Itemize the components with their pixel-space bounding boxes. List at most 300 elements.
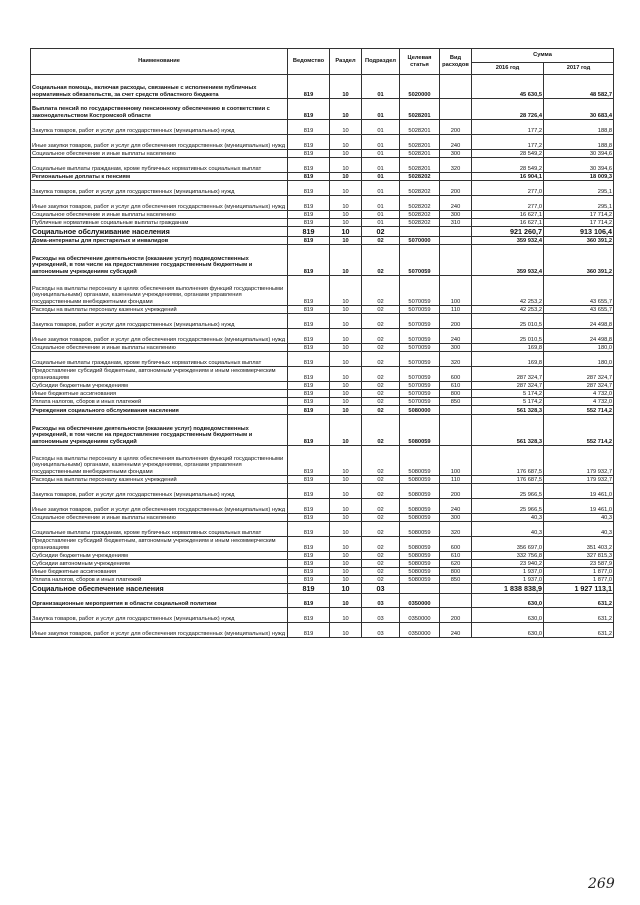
cell-2016: 561 328,3 (472, 415, 544, 446)
cell-subsection: 02 (362, 568, 400, 576)
cell-2017: 24 498,8 (544, 314, 614, 329)
cell-dept: 819 (288, 135, 330, 150)
cell-target: 5028201 (400, 158, 440, 173)
cell-2017: 287 324,7 (544, 367, 614, 382)
cell-exp: 110 (440, 476, 472, 484)
col-header-target: Целевая статья (400, 49, 440, 75)
cell-exp (440, 99, 472, 120)
cell-name: Публичные нормативные социальные выплаты гражданам (31, 219, 288, 227)
cell-2017: 631,2 (544, 608, 614, 623)
cell-name: Расходы на выплаты персоналу в целях обеспечения выполнения функций государственными (муниципальными) органами, казенными учреждениями, органами управления государственными внебюджетными фондами (31, 446, 288, 476)
cell-target (400, 584, 440, 594)
table-row (31, 173, 614, 181)
cell-target: 5028202 (400, 173, 440, 181)
cell-exp (440, 594, 472, 608)
table-row (31, 329, 614, 344)
cell-2017: 287 324,7 (544, 382, 614, 390)
table-row (31, 568, 614, 576)
cell-exp (440, 406, 472, 415)
cell-exp: 300 (440, 514, 472, 522)
cell-name: Расходы на выплаты персоналу казенных учреждений (31, 476, 288, 484)
cell-subsection: 02 (362, 484, 400, 499)
cell-exp: 240 (440, 196, 472, 211)
cell-2017: 631,2 (544, 594, 614, 608)
cell-section: 10 (330, 608, 362, 623)
table-row (31, 514, 614, 522)
table-row (31, 276, 614, 306)
cell-dept: 819 (288, 150, 330, 158)
cell-2016: 921 260,7 (472, 227, 544, 237)
cell-target: 5070059 (400, 390, 440, 398)
cell-exp: 320 (440, 352, 472, 367)
cell-name: Закупка товаров, работ и услуг для государственных (муниципальных) нужд (31, 608, 288, 623)
cell-2016: 16 627,1 (472, 211, 544, 219)
table-row (31, 576, 614, 584)
cell-exp: 320 (440, 522, 472, 537)
cell-dept: 819 (288, 537, 330, 552)
cell-dept: 819 (288, 173, 330, 181)
cell-section: 10 (330, 306, 362, 314)
cell-dept: 819 (288, 329, 330, 344)
cell-dept: 819 (288, 608, 330, 623)
cell-subsection: 01 (362, 211, 400, 219)
cell-subsection: 02 (362, 514, 400, 522)
cell-name: Субсидии бюджетным учреждениям (31, 552, 288, 560)
cell-target: 5070059 (400, 306, 440, 314)
cell-section: 10 (330, 352, 362, 367)
cell-section: 10 (330, 406, 362, 415)
cell-target: 0350000 (400, 608, 440, 623)
cell-2016: 28 549,2 (472, 150, 544, 158)
cell-2016: 359 932,4 (472, 237, 544, 245)
cell-section: 10 (330, 367, 362, 382)
cell-section: 10 (330, 476, 362, 484)
table-row (31, 306, 614, 314)
cell-subsection: 01 (362, 135, 400, 150)
cell-name: Социальное обеспечение и иные выплаты населению (31, 344, 288, 352)
cell-subsection: 02 (362, 499, 400, 514)
table-row (31, 367, 614, 382)
cell-exp: 800 (440, 390, 472, 398)
cell-dept: 819 (288, 314, 330, 329)
cell-target: 5028201 (400, 99, 440, 120)
table-row (31, 406, 614, 415)
cell-2016: 356 697,0 (472, 537, 544, 552)
cell-2017: 295,1 (544, 181, 614, 196)
table-body (31, 75, 614, 638)
cell-target: 5080059 (400, 446, 440, 476)
col-header-name: Наименование (31, 49, 288, 75)
cell-subsection: 01 (362, 75, 400, 99)
cell-2017: 180,0 (544, 352, 614, 367)
cell-subsection: 02 (362, 415, 400, 446)
cell-exp (440, 75, 472, 99)
cell-target (400, 227, 440, 237)
cell-2016: 45 630,5 (472, 75, 544, 99)
cell-exp: 850 (440, 398, 472, 406)
cell-exp: 620 (440, 560, 472, 568)
cell-2017: 180,0 (544, 344, 614, 352)
cell-name: Иные закупки товаров, работ и услуг для обеспечения государственных (муниципальных) нужд (31, 329, 288, 344)
table-row (31, 219, 614, 227)
cell-dept: 819 (288, 514, 330, 522)
cell-target: 5028202 (400, 219, 440, 227)
cell-2017: 17 714,2 (544, 219, 614, 227)
cell-dept: 819 (288, 158, 330, 173)
cell-exp: 110 (440, 306, 472, 314)
cell-section: 10 (330, 99, 362, 120)
cell-subsection: 02 (362, 398, 400, 406)
table-row (31, 594, 614, 608)
cell-2016: 1 838 838,9 (472, 584, 544, 594)
cell-section: 10 (330, 390, 362, 398)
cell-name: Социальное обеспечение и иные выплаты населению (31, 150, 288, 158)
cell-2017: 179 932,7 (544, 446, 614, 476)
table-row (31, 484, 614, 499)
cell-2017: 188,8 (544, 120, 614, 135)
cell-name: Иные закупки товаров, работ и услуг для обеспечения государственных (муниципальных) нужд (31, 623, 288, 638)
cell-dept: 819 (288, 476, 330, 484)
table-row (31, 398, 614, 406)
cell-target: 5028202 (400, 196, 440, 211)
cell-2016: 177,2 (472, 120, 544, 135)
cell-target: 5080059 (400, 415, 440, 446)
cell-target: 5070059 (400, 245, 440, 276)
cell-2017: 1 927 113,1 (544, 584, 614, 594)
cell-2017: 913 106,4 (544, 227, 614, 237)
cell-section: 10 (330, 499, 362, 514)
table-row (31, 181, 614, 196)
cell-subsection: 01 (362, 181, 400, 196)
cell-section: 10 (330, 181, 362, 196)
cell-2016: 28 726,4 (472, 99, 544, 120)
cell-2017: 40,3 (544, 522, 614, 537)
cell-2016: 5 174,2 (472, 390, 544, 398)
cell-dept: 819 (288, 352, 330, 367)
cell-target: 5080059 (400, 522, 440, 537)
cell-dept: 819 (288, 584, 330, 594)
cell-2017: 19 461,0 (544, 499, 614, 514)
cell-dept: 819 (288, 406, 330, 415)
table-row (31, 75, 614, 99)
cell-section: 10 (330, 245, 362, 276)
cell-target: 5080059 (400, 568, 440, 576)
cell-subsection: 02 (362, 245, 400, 276)
cell-2017: 23 587,9 (544, 560, 614, 568)
cell-section: 10 (330, 398, 362, 406)
cell-exp: 100 (440, 446, 472, 476)
cell-section: 10 (330, 237, 362, 245)
cell-name: Закупка товаров, работ и услуг для государственных (муниципальных) нужд (31, 120, 288, 135)
col-header-exp: Вид расходов (440, 49, 472, 75)
table-row (31, 227, 614, 237)
cell-dept: 819 (288, 382, 330, 390)
cell-subsection: 03 (362, 608, 400, 623)
cell-subsection: 03 (362, 623, 400, 638)
col-header-sum: Сумма (472, 49, 614, 63)
cell-dept: 819 (288, 75, 330, 99)
cell-exp: 200 (440, 181, 472, 196)
cell-2017: 360 391,2 (544, 237, 614, 245)
cell-2016: 359 932,4 (472, 245, 544, 276)
cell-section: 10 (330, 576, 362, 584)
table-row (31, 584, 614, 594)
cell-2017: 1 877,0 (544, 576, 614, 584)
cell-dept: 819 (288, 237, 330, 245)
page-number: 269 (588, 876, 615, 892)
cell-name: Субсидии автономным учреждениям (31, 560, 288, 568)
cell-exp: 240 (440, 623, 472, 638)
table-row (31, 476, 614, 484)
cell-section: 10 (330, 446, 362, 476)
cell-exp: 200 (440, 608, 472, 623)
cell-name: Организационные мероприятия в области социальной политики (31, 594, 288, 608)
cell-2016: 25 010,5 (472, 329, 544, 344)
cell-2017: 552 714,2 (544, 415, 614, 446)
cell-name: Социальные выплаты гражданам, кроме публичных нормативных социальных выплат (31, 522, 288, 537)
cell-dept: 819 (288, 99, 330, 120)
cell-target: 0350000 (400, 623, 440, 638)
cell-2017: 30 394,6 (544, 150, 614, 158)
cell-exp: 320 (440, 158, 472, 173)
cell-subsection: 02 (362, 552, 400, 560)
cell-exp (440, 227, 472, 237)
cell-target: 5070059 (400, 352, 440, 367)
cell-subsection: 01 (362, 150, 400, 158)
table-row (31, 99, 614, 120)
cell-2016: 176 687,5 (472, 476, 544, 484)
cell-2016: 630,0 (472, 594, 544, 608)
cell-exp: 240 (440, 499, 472, 514)
cell-dept: 819 (288, 398, 330, 406)
cell-subsection: 01 (362, 173, 400, 181)
cell-name: Социальное обеспечение населения (31, 584, 288, 594)
cell-exp: 850 (440, 576, 472, 584)
cell-target: 5070059 (400, 344, 440, 352)
table-row (31, 135, 614, 150)
cell-name: Закупка товаров, работ и услуг для государственных (муниципальных) нужд (31, 181, 288, 196)
cell-target: 5070059 (400, 314, 440, 329)
cell-name: Предоставление субсидий бюджетным, автономным учреждениям и иным некоммерческим организациям (31, 367, 288, 382)
cell-section: 10 (330, 560, 362, 568)
cell-2017: 19 461,0 (544, 484, 614, 499)
table-row (31, 158, 614, 173)
col-header-dept: Ведомство (288, 49, 330, 75)
cell-2016: 25 010,5 (472, 314, 544, 329)
cell-2017: 24 498,8 (544, 329, 614, 344)
cell-target: 5080000 (400, 406, 440, 415)
cell-exp: 240 (440, 135, 472, 150)
cell-name: Социальное обеспечение и иные выплаты населению (31, 211, 288, 219)
cell-target: 5070059 (400, 329, 440, 344)
cell-2016: 42 253,2 (472, 276, 544, 306)
cell-2016: 630,0 (472, 608, 544, 623)
table-row (31, 382, 614, 390)
cell-dept: 819 (288, 196, 330, 211)
cell-2016: 16 627,1 (472, 219, 544, 227)
cell-2017: 30 394,6 (544, 158, 614, 173)
cell-subsection: 03 (362, 584, 400, 594)
cell-name: Учреждения социального обслуживания населения (31, 406, 288, 415)
cell-section: 10 (330, 120, 362, 135)
cell-exp: 610 (440, 382, 472, 390)
cell-target: 5020000 (400, 75, 440, 99)
cell-subsection: 02 (362, 406, 400, 415)
cell-dept: 819 (288, 576, 330, 584)
cell-name: Иные бюджетные ассигнования (31, 390, 288, 398)
table-row (31, 390, 614, 398)
cell-dept: 819 (288, 181, 330, 196)
cell-name: Иные бюджетные ассигнования (31, 568, 288, 576)
cell-subsection: 02 (362, 314, 400, 329)
cell-2017: 1 877,0 (544, 568, 614, 576)
cell-2017: 552 714,2 (544, 406, 614, 415)
cell-dept: 819 (288, 499, 330, 514)
cell-subsection: 02 (362, 276, 400, 306)
cell-2016: 40,3 (472, 522, 544, 537)
cell-subsection: 02 (362, 352, 400, 367)
table-header (31, 49, 614, 75)
cell-dept: 819 (288, 623, 330, 638)
cell-exp: 300 (440, 150, 472, 158)
cell-exp: 300 (440, 211, 472, 219)
cell-2017: 188,8 (544, 135, 614, 150)
cell-2017: 4 732,0 (544, 398, 614, 406)
cell-exp: 610 (440, 552, 472, 560)
cell-subsection: 01 (362, 196, 400, 211)
col-header-2017: 2017 год (544, 63, 614, 75)
table-row (31, 211, 614, 219)
cell-exp: 240 (440, 329, 472, 344)
cell-subsection: 02 (362, 344, 400, 352)
cell-dept: 819 (288, 594, 330, 608)
cell-target: 5070059 (400, 382, 440, 390)
cell-dept: 819 (288, 219, 330, 227)
cell-target: 5080059 (400, 537, 440, 552)
cell-name: Закупка товаров, работ и услуг для государственных (муниципальных) нужд (31, 314, 288, 329)
cell-exp: 300 (440, 344, 472, 352)
cell-section: 10 (330, 173, 362, 181)
cell-2016: 42 253,2 (472, 306, 544, 314)
cell-2016: 25 966,5 (472, 499, 544, 514)
cell-2017: 327 815,3 (544, 552, 614, 560)
cell-target: 5080059 (400, 560, 440, 568)
cell-exp: 600 (440, 367, 472, 382)
table-row (31, 352, 614, 367)
cell-dept: 819 (288, 367, 330, 382)
cell-2016: 25 966,5 (472, 484, 544, 499)
cell-name: Субсидии бюджетным учреждениям (31, 382, 288, 390)
cell-name: Расходы на выплаты персоналу казенных учреждений (31, 306, 288, 314)
cell-subsection: 02 (362, 390, 400, 398)
cell-section: 10 (330, 211, 362, 219)
cell-dept: 819 (288, 245, 330, 276)
table-row (31, 245, 614, 276)
cell-target: 5028202 (400, 181, 440, 196)
cell-name: Выплата пенсий по государственному пенсионному обеспечению в соответствии с законодательством Костромской области (31, 99, 288, 120)
cell-2017: 631,2 (544, 623, 614, 638)
cell-section: 10 (330, 344, 362, 352)
cell-target: 5080059 (400, 514, 440, 522)
cell-target: 5070059 (400, 398, 440, 406)
cell-subsection: 02 (362, 306, 400, 314)
cell-section: 10 (330, 552, 362, 560)
cell-section: 10 (330, 75, 362, 99)
cell-2017: 18 009,3 (544, 173, 614, 181)
table-row (31, 537, 614, 552)
cell-target: 0350000 (400, 594, 440, 608)
cell-target: 5070059 (400, 276, 440, 306)
cell-dept: 819 (288, 522, 330, 537)
cell-dept: 819 (288, 306, 330, 314)
table-row (31, 344, 614, 352)
cell-section: 10 (330, 135, 362, 150)
cell-2016: 332 756,8 (472, 552, 544, 560)
cell-name: Социальная помощь, включая расходы, связанные с исполнением публичных нормативных обязательств, за счет средств областного бюджета (31, 75, 288, 99)
cell-name: Социальное обслуживание населения (31, 227, 288, 237)
cell-exp (440, 415, 472, 446)
cell-section: 10 (330, 537, 362, 552)
cell-2016: 28 549,2 (472, 158, 544, 173)
cell-dept: 819 (288, 415, 330, 446)
cell-2016: 169,8 (472, 344, 544, 352)
cell-dept: 819 (288, 552, 330, 560)
cell-subsection: 02 (362, 382, 400, 390)
table-row (31, 415, 614, 446)
cell-2016: 277,0 (472, 181, 544, 196)
cell-2017: 179 932,7 (544, 476, 614, 484)
cell-exp: 100 (440, 276, 472, 306)
cell-2017: 295,1 (544, 196, 614, 211)
cell-target: 5070000 (400, 237, 440, 245)
cell-name: Иные закупки товаров, работ и услуг для обеспечения государственных (муниципальных) нужд (31, 135, 288, 150)
cell-section: 10 (330, 484, 362, 499)
cell-exp: 310 (440, 219, 472, 227)
table-row (31, 196, 614, 211)
cell-section: 10 (330, 227, 362, 237)
table-row (31, 237, 614, 245)
cell-target: 5080059 (400, 484, 440, 499)
cell-2016: 287 324,7 (472, 367, 544, 382)
cell-target: 5028202 (400, 211, 440, 219)
cell-section: 10 (330, 568, 362, 576)
cell-exp: 200 (440, 120, 472, 135)
cell-dept: 819 (288, 568, 330, 576)
cell-subsection: 02 (362, 576, 400, 584)
cell-subsection: 02 (362, 522, 400, 537)
cell-section: 10 (330, 219, 362, 227)
table-row (31, 314, 614, 329)
cell-subsection: 02 (362, 237, 400, 245)
cell-dept: 819 (288, 484, 330, 499)
cell-section: 10 (330, 158, 362, 173)
cell-section: 10 (330, 150, 362, 158)
cell-target: 5028201 (400, 120, 440, 135)
cell-section: 10 (330, 594, 362, 608)
cell-2016: 5 174,2 (472, 398, 544, 406)
cell-exp: 600 (440, 537, 472, 552)
cell-target: 5080059 (400, 499, 440, 514)
col-header-2016: 2016 год (472, 63, 544, 75)
cell-name: Дома-интернаты для престарелых и инвалидов (31, 237, 288, 245)
cell-name: Социальные выплаты гражданам, кроме публичных нормативных социальных выплат (31, 158, 288, 173)
cell-name: Уплата налогов, сборов и иных платежей (31, 398, 288, 406)
table-row (31, 446, 614, 476)
cell-2017: 43 655,7 (544, 306, 614, 314)
cell-subsection: 02 (362, 560, 400, 568)
cell-2016: 1 937,0 (472, 568, 544, 576)
cell-2016: 16 904,1 (472, 173, 544, 181)
